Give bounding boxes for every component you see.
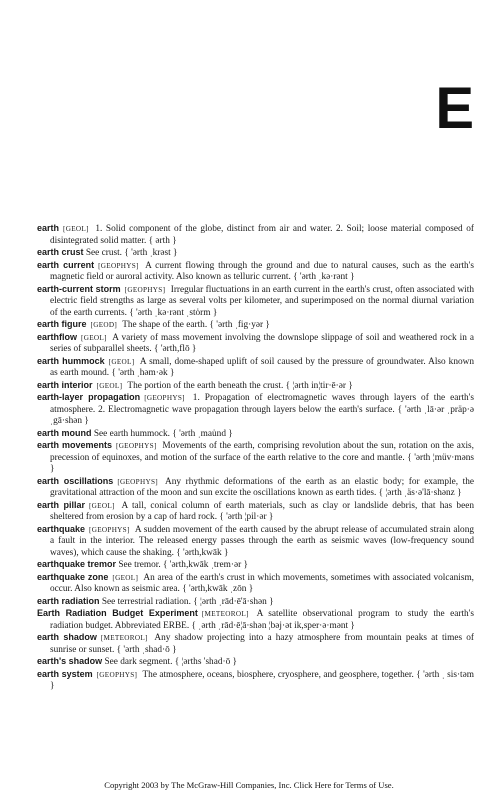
entry-definition: See tremor. { 'ərth,kwāk ˌtrem·ər } bbox=[118, 560, 248, 570]
entry-term: earth figure bbox=[37, 319, 87, 329]
entry-definition: A satellite observational program to study the earth's radiation budget. Abbreviated ERBE. { ˌərth ˌrād·ē¦ā·shən ¦bəj·ət ik,sper·ə·mənt } bbox=[50, 609, 474, 631]
entry-term: earthquake tremor bbox=[37, 559, 117, 569]
entry-field: [GEOL] bbox=[96, 381, 123, 390]
entry-definition: The shape of the earth. { 'ərth ˌfig·yər } bbox=[120, 320, 270, 330]
entry-definition: A current flowing through the ground and due to natural causes, such as the earth's magnetic field or auroral activity. Also known as telluric current. { 'ərth ˌkə·rənt } bbox=[50, 260, 474, 282]
entry-term: earth-layer propagation bbox=[37, 392, 141, 402]
entry-term: earth bbox=[37, 223, 60, 233]
entry-term: earth crust bbox=[37, 247, 84, 257]
entry-definition: See crust. { 'ərth ˌkrəst } bbox=[85, 248, 178, 258]
entry-term: earth oscillations bbox=[37, 475, 114, 486]
entry-field: [METEOROL] bbox=[201, 610, 249, 618]
dictionary-entry bbox=[37, 223, 474, 247]
entry-definition: The portion of the earth beneath the crust. { ¦ərth in¦tir·ē·ər } bbox=[125, 380, 353, 391]
entry-definition: See terrestrial radiation. { ¦ərth ˌrād·ē'ā·shən } bbox=[101, 596, 274, 607]
entry-definition: Any shadow projecting into a hazy atmosphere from mountain peaks at times of sunrise or sunset. { 'ərth ˌshad·ō } bbox=[50, 633, 474, 655]
entry-term: earth interior bbox=[37, 379, 93, 390]
entry-definition: A variety of mass movement involving the downslope slippage of soil and weathered rock in a series of subparallel sheets. { 'ərth,flō } bbox=[50, 332, 474, 354]
entry-definition: Irregular fluctuations in an earth current in the earth's crust, often associated with electric field strengths as large as several volts per kilometer, and superimposed on the normal diurnal variation of the earth currents. { 'ərth ˌkə·rənt ˌstȯrm } bbox=[50, 284, 474, 318]
dictionary-entry bbox=[37, 332, 474, 356]
dictionary-entry bbox=[37, 572, 474, 596]
entry-term: earthquake bbox=[37, 523, 86, 534]
section-letter: E bbox=[435, 76, 474, 141]
entry-field: [GEOPHYS] bbox=[117, 477, 158, 486]
entry-definition: A small, dome-shaped uplift of soil caused by the pressure of groundwater. Also known as earth mound. { 'ərth ˌhəm·ək } bbox=[50, 356, 474, 378]
dictionary-entry bbox=[37, 559, 474, 572]
dictionary-entry bbox=[37, 500, 474, 524]
entry-term: earth current bbox=[37, 259, 95, 270]
entry-term: earth radiation bbox=[37, 595, 100, 606]
dictionary-entry bbox=[37, 596, 474, 609]
entry-field: [GEOPHYS] bbox=[89, 525, 130, 534]
entry-definition: See earth hummock. { 'ərth ˌmau̇nd } bbox=[93, 428, 233, 439]
dictionary-entry bbox=[37, 476, 474, 500]
entry-field: [GEOL] bbox=[108, 357, 135, 366]
entry-term: earthflow bbox=[37, 331, 78, 342]
entry-field: [GEOPHYS] bbox=[124, 285, 166, 294]
entry-definition: The atmosphere, oceans, biosphere, cryosphere, and geosphere, together. { 'ərth ˌ sis·təm } bbox=[50, 669, 474, 691]
entry-field: [METEOROL] bbox=[100, 634, 148, 642]
dictionary-entry bbox=[37, 524, 474, 560]
entry-list bbox=[37, 223, 474, 693]
entry-definition: Movements of the earth, comprising revolution about the sun, rotation on the axis, precession of equinoxes, and motion of the surface of the earth relative to the core and mantle. { 'ərth ¦müv·məns } bbox=[50, 441, 474, 474]
entry-term: Earth Radiation Budget Experiment bbox=[37, 608, 198, 618]
entry-definition: See dark segment. { ¦ərths 'shad·ō } bbox=[104, 657, 238, 667]
dictionary-entry bbox=[37, 260, 474, 284]
entry-field: [GEOL] bbox=[63, 225, 89, 233]
entry-definition: An area of the earth's crust in which movements, sometimes with associated volcanism, occur. Also known as seismic area. { 'ərth,kwāk ˌzōn } bbox=[50, 572, 474, 594]
entry-term: earth system bbox=[37, 668, 93, 679]
entry-definition: A tall, conical column of earth materials, such as clay or landslide debris, that has been sheltered from erosion by a cap of hard rock. { 'ərth ¦pil·ər } bbox=[50, 500, 474, 522]
entry-field: [GEOL] bbox=[81, 333, 107, 342]
dictionary-entry bbox=[37, 392, 474, 428]
entry-field: [GEOPHYS] bbox=[116, 442, 157, 450]
entry-field: [GEOPHYS] bbox=[96, 670, 138, 679]
entry-term: earth-current storm bbox=[37, 283, 121, 294]
dictionary-entry bbox=[37, 380, 474, 393]
entry-field: [GEOL] bbox=[88, 501, 115, 510]
dictionary-entry bbox=[37, 247, 474, 260]
entry-field: [GEOD] bbox=[90, 321, 118, 329]
entry-definition: 1. Solid component of the globe, distinct from air and water. 2. Soil; loose material composed of disintegrated solid matter. { ərth } bbox=[50, 224, 474, 246]
entry-term: earth pillar bbox=[37, 499, 85, 510]
entry-term: earth mound bbox=[37, 427, 92, 438]
dictionary-entry bbox=[37, 440, 474, 476]
entry-term: earth hummock bbox=[37, 355, 105, 366]
copyright-footer-link[interactable]: Copyright 2003 by The McGraw-Hill Companies, Inc. Click Here for Terms of Use. bbox=[104, 780, 394, 790]
dictionary-entry bbox=[37, 356, 474, 380]
entry-definition: 1. Propagation of electromagnetic waves through layers of the earth's atmosphere. 2. Electromagnetic wave propagation through layers below the earth's surface. { 'ərth ˌlā·ər ˌpräp·əˌgā·shən } bbox=[50, 393, 474, 426]
entry-field: [GEOPHYS] bbox=[144, 394, 185, 402]
dictionary-entry bbox=[37, 669, 474, 693]
entry-definition: A sudden movement of the earth caused by the abrupt release of accumulated strain along a fault in the interior. The released energy passes through the earth as seismic waves (low-frequency sound waves), which cause the shaking. { 'ərth,kwāk } bbox=[50, 524, 474, 558]
dictionary-entry bbox=[37, 632, 474, 656]
dictionary-entry bbox=[37, 608, 474, 632]
entry-term: earthquake zone bbox=[37, 571, 109, 582]
entry-field: [GEOL] bbox=[112, 573, 139, 582]
dictionary-entry bbox=[37, 284, 474, 320]
dictionary-entry bbox=[37, 656, 474, 669]
entry-term: earth movements bbox=[37, 440, 112, 450]
dictionary-entry bbox=[37, 319, 474, 332]
entry-term: earth's shadow bbox=[37, 656, 103, 666]
entry-field: [GEOPHYS] bbox=[98, 261, 139, 270]
dictionary-entry bbox=[37, 428, 474, 441]
entry-term: earth shadow bbox=[37, 632, 97, 642]
entry-definition: Any rhythmic deformations of the earth as an elastic body; for example, the gravitational attraction of the moon and sun excite the oscillations known as earth tides. { ¦ərth ˌäs·ə'lā·shənz } bbox=[50, 476, 475, 498]
